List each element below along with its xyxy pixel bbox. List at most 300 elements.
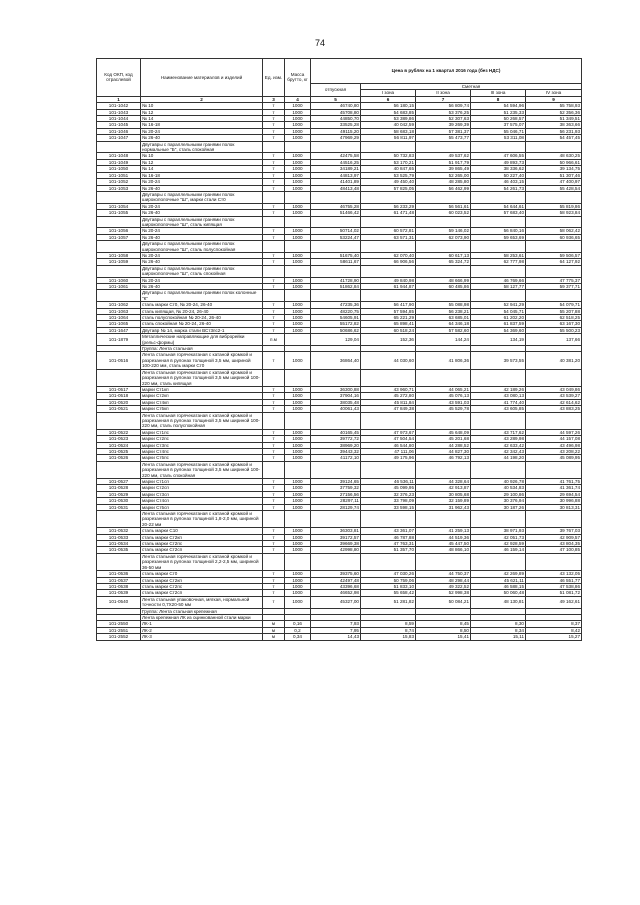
mass-cell: 1000 xyxy=(285,228,311,234)
colnum-4: 4 xyxy=(285,96,311,102)
price-zone-4: 43 496,98 xyxy=(526,442,582,448)
price-otpusk: 43396,68 xyxy=(311,583,361,589)
mass-cell: 1000 xyxy=(285,252,311,258)
empty-cell xyxy=(361,191,416,203)
price-zone-3: 54 045,71 xyxy=(471,308,526,314)
price-zone-3: 42 051,73 xyxy=(471,534,526,540)
price-otpusk: 42497,48 xyxy=(311,577,361,583)
mass-cell: 0,2 xyxy=(285,627,311,633)
name-cell: № 10 xyxy=(141,153,263,159)
empty-cell xyxy=(416,461,471,478)
price-zone-1: 45 272,80 xyxy=(361,393,416,399)
price-zone-3: 49 893,73 xyxy=(471,159,526,165)
name-cell: марки Ст3сп xyxy=(141,491,263,497)
price-zone-3: 38 971,93 xyxy=(471,528,526,534)
empty-cell xyxy=(416,511,471,528)
price-zone-3: 55 046,71 xyxy=(471,128,526,134)
empty-cell xyxy=(97,265,141,277)
name-cell: марки Ст4кп xyxy=(141,399,263,405)
price-zone-1: 55 658,42 xyxy=(361,590,416,596)
empty-cell xyxy=(285,290,311,302)
price-zone-3: 58 127,77 xyxy=(471,284,526,290)
empty-cell xyxy=(97,553,141,570)
price-zone-2: 56 561,61 xyxy=(416,203,471,209)
header-zone-1: I зона xyxy=(361,90,416,96)
price-otpusk: 42998,80 xyxy=(311,547,361,553)
code-cell: 101-1065 xyxy=(97,321,141,327)
code-cell: 101-0530 xyxy=(97,498,141,504)
price-zone-2: 45 529,78 xyxy=(416,406,471,412)
empty-cell xyxy=(361,412,416,429)
price-otpusk: 27156,56 xyxy=(311,491,361,497)
table-row xyxy=(97,315,582,321)
price-table xyxy=(96,58,582,641)
price-otpusk: 42475,58 xyxy=(311,153,361,159)
group-title: Двутавры с параллельными гранями полок широкополочные "Ш", сталь полуспокойная xyxy=(141,241,263,253)
price-zone-4: 39 767,03 xyxy=(526,528,582,534)
empty-cell xyxy=(526,553,582,570)
unit-cell: т xyxy=(263,153,285,159)
price-zone-2: 53 376,25 xyxy=(416,109,471,115)
mass-cell: 1000 xyxy=(285,448,311,454)
mass-cell: 1000 xyxy=(285,583,311,589)
empty-cell xyxy=(416,216,471,228)
group-title: Двутавры с параллельными гранями полок широкополочные "Ш", марки стали Ст0 xyxy=(141,191,263,203)
price-zone-1: 47 763,31 xyxy=(361,541,416,547)
price-zone-2: 62 073,90 xyxy=(416,234,471,240)
mass-cell: 1000 xyxy=(285,590,311,596)
name-cell: марки Ст2сп xyxy=(141,485,263,491)
price-otpusk: 55172,82 xyxy=(311,321,361,327)
table-row xyxy=(97,541,582,547)
name-cell: № 26-40 xyxy=(141,284,263,290)
group-row xyxy=(97,191,582,203)
price-otpusk: 41401,89 xyxy=(311,179,361,185)
empty-cell xyxy=(471,265,526,277)
empty-cell xyxy=(97,290,141,302)
price-otpusk: 129,04 xyxy=(311,334,361,346)
price-zone-3: 46 159,14 xyxy=(471,547,526,553)
header-smetnaya: Сметная xyxy=(361,84,582,90)
price-zone-1: 46 787,88 xyxy=(361,534,416,540)
code-cell: 101-1059 xyxy=(97,259,141,265)
code-cell: 101-0534 xyxy=(97,541,141,547)
price-zone-2: 59 146,02 xyxy=(416,228,471,234)
group-title: Двутавры с параллельными гранями полок широкополочные "Ш", сталь кипящая xyxy=(141,216,263,228)
code-cell: 101-1056 xyxy=(97,228,141,234)
group-title: Лента стальная горячекатаная с катаной кромкой и разрезанная в рулонах толщиной 3,5 мм шириной 100-220 мм, сталь спокойная xyxy=(141,461,263,478)
unit-cell: т xyxy=(263,228,285,234)
name-cell: Лента стальная горячекатаная с катаной кромкой и разрезанная в рулонах толщиной 3,5 мм, шириной 100-220 мм, сталь марки Ст0 xyxy=(141,352,263,369)
price-zone-2: 60 617,13 xyxy=(416,252,471,258)
mass-cell: 1000 xyxy=(285,386,311,392)
empty-cell xyxy=(311,553,361,570)
code-cell: 101-1046 xyxy=(97,128,141,134)
empty-cell xyxy=(471,412,526,429)
empty-cell xyxy=(311,265,361,277)
price-otpusk: 46755,28 xyxy=(311,203,361,209)
mass-cell: 1000 xyxy=(285,159,311,165)
price-zone-2: 44 288,52 xyxy=(416,442,471,448)
group-title: Двутавры с параллельными гранями полок широкополочные "Ш", сталь спокойная xyxy=(141,265,263,277)
empty-cell xyxy=(285,216,311,228)
empty-cell xyxy=(416,141,471,153)
unit-cell: т xyxy=(263,436,285,442)
name-cell: марки Ст1сп xyxy=(141,479,263,485)
code-cell: 101-0525 xyxy=(97,448,141,454)
empty-cell xyxy=(471,290,526,302)
header-zone-2: II зона xyxy=(416,90,471,96)
mass-cell: 1000 xyxy=(285,436,311,442)
price-otpusk: 14,43 xyxy=(311,634,361,640)
price-zone-4: 47 775,37 xyxy=(526,277,582,283)
price-zone-1: 60 518,24 xyxy=(361,327,416,333)
price-zone-4: 62 518,25 xyxy=(526,315,582,321)
mass-cell: 1000 xyxy=(285,166,311,172)
price-otpusk: 58611,67 xyxy=(311,259,361,265)
price-zone-3: 44 198,20 xyxy=(471,455,526,461)
empty-cell xyxy=(97,511,141,528)
price-zone-1: 53 525,79 xyxy=(361,172,416,178)
code-cell: 101-1060 xyxy=(97,277,141,283)
price-zone-3: 54 261,73 xyxy=(471,185,526,191)
group-title: Лента стальная горячекатаная с катаной кромкой и разрезанная в рулонах толщиной 3,5 мм шириной 100-220 мм, сталь полуспокойная xyxy=(141,412,263,429)
price-zone-3: 42 342,43 xyxy=(471,448,526,454)
price-zone-1: 56 233,29 xyxy=(361,203,416,209)
price-otpusk: 54605,91 xyxy=(311,315,361,321)
empty-cell xyxy=(471,141,526,153)
price-zone-2: 30 805,68 xyxy=(416,491,471,497)
price-zone-4: 40 381,20 xyxy=(526,352,582,369)
empty-cell xyxy=(471,553,526,570)
unit-cell: т xyxy=(263,590,285,596)
unit-cell: т xyxy=(263,259,285,265)
name-cell: сталь марки Ст2кп xyxy=(141,534,263,540)
price-zone-1: 46 536,11 xyxy=(361,479,416,485)
empty-cell xyxy=(361,461,416,478)
price-zone-1: 47 030,26 xyxy=(361,571,416,577)
mass-cell: 1000 xyxy=(285,284,311,290)
price-zone-2: 55 473,77 xyxy=(416,135,471,141)
code-cell: 101-0535 xyxy=(97,547,141,553)
mass-cell: 1000 xyxy=(285,122,311,128)
empty-cell xyxy=(263,290,285,302)
price-zone-1: 44 030,60 xyxy=(361,352,416,369)
group-title: Двутавры с параллельными гранями полок колонные "К" xyxy=(141,290,263,302)
name-cell: марки Ст5пс xyxy=(141,455,263,461)
price-otpusk: 40165,45 xyxy=(311,429,361,435)
mass-cell: 1000 xyxy=(285,571,311,577)
empty-cell xyxy=(311,141,361,153)
price-zone-4: 41 761,75 xyxy=(526,479,582,485)
group-row xyxy=(97,216,582,228)
price-zone-3: 8,34 xyxy=(471,627,526,633)
group-title: Двутавры с параллельными гранями полок нормальные "Б", сталь спокойная xyxy=(141,141,263,153)
price-zone-2: 39 269,39 xyxy=(416,122,471,128)
code-cell: 101-2551 xyxy=(97,627,141,633)
price-zone-1: 56 811,97 xyxy=(361,135,416,141)
table-row xyxy=(97,534,582,540)
price-otpusk: 39443,32 xyxy=(311,448,361,454)
price-zone-4: 51 081,72 xyxy=(526,590,582,596)
mass-cell: 1000 xyxy=(285,153,311,159)
mass-cell: 1000 xyxy=(285,259,311,265)
table-row xyxy=(97,596,582,608)
price-zone-1: 53 170,21 xyxy=(361,159,416,165)
colnum-8: 8 xyxy=(471,96,526,102)
group-row xyxy=(97,553,582,570)
group-row xyxy=(97,461,582,478)
unit-cell: т xyxy=(263,179,285,185)
price-otpusk: 36864,40 xyxy=(311,352,361,369)
price-zone-1: 51 833,10 xyxy=(361,583,416,589)
mass-cell: 1000 xyxy=(285,116,311,122)
unit-cell: м xyxy=(263,634,285,640)
unit-cell: т xyxy=(263,498,285,504)
colnum-6: 6 xyxy=(361,96,416,102)
unit-cell: т xyxy=(263,210,285,216)
empty-cell xyxy=(285,511,311,528)
price-zone-3: 41 774,40 xyxy=(471,399,526,405)
price-zone-1: 49 175,96 xyxy=(361,455,416,461)
empty-cell xyxy=(526,191,582,203)
group-title: Группа: Лента стальная крепежная xyxy=(141,608,263,614)
name-cell: № 12 xyxy=(141,159,263,165)
empty-cell xyxy=(311,216,361,228)
price-zone-2: 48 866,10 xyxy=(416,547,471,553)
mass-cell: 1000 xyxy=(285,491,311,497)
price-zone-1: 61 944,87 xyxy=(361,284,416,290)
unit-cell: т xyxy=(263,491,285,497)
mass-cell: 1000 xyxy=(285,596,311,608)
price-zone-2: 49 322,52 xyxy=(416,583,471,589)
empty-cell xyxy=(311,290,361,302)
header-code: Код ОКП, код отраслевой xyxy=(97,59,141,97)
mass-cell: 1000 xyxy=(285,327,311,333)
price-zone-3: 51 235,33 xyxy=(471,109,526,115)
mass-cell: 1000 xyxy=(285,528,311,534)
mass-cell: 1000 xyxy=(285,135,311,141)
price-zone-2: 52 265,00 xyxy=(416,172,471,178)
price-otpusk: 33525,28 xyxy=(311,122,361,128)
empty-cell xyxy=(263,461,285,478)
code-cell: 101-0522 xyxy=(97,429,141,435)
price-otpusk: 41728,90 xyxy=(311,277,361,283)
name-cell: № 20-24 xyxy=(141,252,263,258)
price-zone-3: 30 187,26 xyxy=(471,504,526,510)
empty-cell xyxy=(526,511,582,528)
name-cell: № 14 xyxy=(141,116,263,122)
price-zone-2: 44 827,30 xyxy=(416,448,471,454)
empty-cell xyxy=(526,141,582,153)
price-zone-3: 43 289,98 xyxy=(471,436,526,442)
unit-cell: т xyxy=(263,448,285,454)
price-otpusk: 39172,57 xyxy=(311,534,361,540)
price-zone-2: 60 485,86 xyxy=(416,284,471,290)
price-otpusk: 51675,40 xyxy=(311,252,361,258)
group-row xyxy=(97,511,582,528)
unit-cell: т xyxy=(263,577,285,583)
empty-cell xyxy=(97,141,141,153)
price-zone-4: 47 100,85 xyxy=(526,547,582,553)
name-cell: сталь спокойная № 20-24, 26-40 xyxy=(141,321,263,327)
header-name: Наименование материалов и изделий xyxy=(141,59,263,97)
name-cell: Металлические направляющие для виброрейки (рельс-формы) xyxy=(141,334,263,346)
price-zone-2: 44 519,36 xyxy=(416,534,471,540)
code-cell: 101-0537 xyxy=(97,577,141,583)
price-zone-2: 55 088,98 xyxy=(416,302,471,308)
code-cell: 101-0533 xyxy=(97,534,141,540)
name-cell: сталь марки Ст0, № 20-24, 26-40 xyxy=(141,302,263,308)
code-cell: 101-1047 xyxy=(97,135,141,141)
price-zone-3: 57 683,40 xyxy=(471,210,526,216)
price-zone-2: 51 917,79 xyxy=(416,159,471,165)
price-zone-3: 54 369,60 xyxy=(471,327,526,333)
price-zone-4: 55 500,23 xyxy=(526,327,582,333)
price-zone-4: 15,27 xyxy=(526,634,582,640)
price-zone-1: 61 471,48 xyxy=(361,210,416,216)
price-zone-2: 57 582,60 xyxy=(416,327,471,333)
price-zone-1: 66 906,56 xyxy=(361,259,416,265)
empty-cell xyxy=(285,553,311,570)
price-zone-1: 57 825,05 xyxy=(361,185,416,191)
code-cell: 101-1054 xyxy=(97,203,141,209)
price-zone-1: 53 389,86 xyxy=(361,116,416,122)
price-zone-3: 46 769,66 xyxy=(471,277,526,283)
price-zone-3: 45 621,11 xyxy=(471,577,526,583)
table-row xyxy=(97,571,582,577)
price-zone-4: 29 694,54 xyxy=(526,491,582,497)
price-zone-1: 40 042,59 xyxy=(361,122,416,128)
code-cell: 101-0517 xyxy=(97,386,141,392)
unit-cell: т xyxy=(263,541,285,547)
name-cell: марки Ст1пс xyxy=(141,429,263,435)
table-row xyxy=(97,528,582,534)
code-cell: 101-1064 xyxy=(97,315,141,321)
empty-cell xyxy=(285,191,311,203)
unit-cell: т xyxy=(263,485,285,491)
price-zone-3: 46 403,15 xyxy=(471,179,526,185)
empty-cell xyxy=(311,511,361,528)
price-otpusk: 53224,47 xyxy=(311,234,361,240)
price-otpusk: 48220,75 xyxy=(311,308,361,314)
empty-cell xyxy=(97,369,141,386)
price-otpusk: 39124,65 xyxy=(311,479,361,485)
unit-cell: п.м xyxy=(263,334,285,346)
name-cell: № 20-24 xyxy=(141,228,263,234)
unit-cell: т xyxy=(263,528,285,534)
group-title: Лента стальная горячекатаная с катаной кромкой и разрезанная в рулонах толщиной 3,5 мм шириной 100-220 мм, сталь кипящая xyxy=(141,369,263,386)
colnum-2: 2 xyxy=(141,96,263,102)
empty-cell xyxy=(285,412,311,429)
name-cell: сталь марки Ст2кп xyxy=(141,577,263,583)
code-cell: 101-0538 xyxy=(97,583,141,589)
code-cell: 101-2552 xyxy=(97,634,141,640)
price-zone-4: 43 208,22 xyxy=(526,448,582,454)
header-zone-3: III зона xyxy=(471,90,526,96)
empty-cell xyxy=(416,265,471,277)
table-row xyxy=(97,583,582,589)
empty-cell xyxy=(263,369,285,386)
table-row xyxy=(97,327,582,333)
mass-cell: 0,16 xyxy=(285,621,311,627)
empty-cell xyxy=(471,369,526,386)
name-cell: марки Ст5кп xyxy=(141,406,263,412)
price-zone-3: 54 594,96 xyxy=(471,103,526,109)
code-cell: 101-1050 xyxy=(97,166,141,172)
group-title: Лента стальная горячекатаная с катаной кромкой и разрезанная в рулонах толщиной 2,2-2,5 мм, шириной 36-50 мм xyxy=(141,553,263,570)
unit-cell: т xyxy=(263,596,285,608)
empty-cell xyxy=(285,369,311,386)
empty-cell xyxy=(263,265,285,277)
price-zone-2: 48 298,44 xyxy=(416,577,471,583)
price-zone-4: 59 377,71 xyxy=(526,284,582,290)
empty-cell xyxy=(361,290,416,302)
price-otpusk: 40061,43 xyxy=(311,406,361,412)
price-zone-1: 46 544,80 xyxy=(361,442,416,448)
unit-cell: т xyxy=(263,308,285,314)
price-otpusk: 47235,36 xyxy=(311,302,361,308)
empty-cell xyxy=(263,241,285,253)
price-otpusk: 7,95 xyxy=(311,627,361,633)
unit-cell: т xyxy=(263,135,285,141)
price-zone-4: 30 996,88 xyxy=(526,498,582,504)
mass-cell: 1000 xyxy=(285,109,311,115)
price-zone-2: 39 865,49 xyxy=(416,166,471,172)
empty-cell xyxy=(416,241,471,253)
price-zone-4: 47 400,97 xyxy=(526,179,582,185)
price-zone-2: 56 462,99 xyxy=(416,185,471,191)
empty-cell xyxy=(263,191,285,203)
price-zone-4: 43 539,27 xyxy=(526,393,582,399)
price-zone-3: 43 080,13 xyxy=(471,393,526,399)
price-otpusk: 45708,80 xyxy=(311,109,361,115)
price-zone-3: 62 777,98 xyxy=(471,259,526,265)
empty-cell xyxy=(471,461,526,478)
mass-cell: 1000 xyxy=(285,302,311,308)
price-zone-3: 59 653,69 xyxy=(471,234,526,240)
empty-cell xyxy=(311,412,361,429)
price-zone-2: 46 792,13 xyxy=(416,455,471,461)
price-zone-4: 55 819,86 xyxy=(526,203,582,209)
empty-cell xyxy=(526,369,582,386)
price-zone-2: 44 328,64 xyxy=(416,479,471,485)
price-otpusk: 38035,48 xyxy=(311,399,361,405)
code-cell: 101-0532 xyxy=(97,528,141,534)
unit-cell: т xyxy=(263,122,285,128)
name-cell: № 20-24 xyxy=(141,128,263,134)
price-zone-3: 53 311,08 xyxy=(471,135,526,141)
name-cell: сталь полуспокойная № 20-24, 26-40 xyxy=(141,315,263,321)
price-zone-4: 46 551,77 xyxy=(526,577,582,583)
price-zone-1: 8,74 xyxy=(361,627,416,633)
group-row xyxy=(97,369,582,386)
unit-cell: т xyxy=(263,103,285,109)
price-zone-4: 47 538,86 xyxy=(526,583,582,589)
name-cell: № 20-24 xyxy=(141,203,263,209)
mass-cell: 1000 xyxy=(285,429,311,435)
unit-cell: т xyxy=(263,352,285,369)
code-cell: 101-1062 xyxy=(97,302,141,308)
price-zone-1: 63 571,31 xyxy=(361,234,416,240)
price-zone-1: 33 598,15 xyxy=(361,504,416,510)
name-cell: марки Ст3пс xyxy=(141,442,263,448)
price-zone-4: 63 167,30 xyxy=(526,321,582,327)
price-zone-3: 15,11 xyxy=(471,634,526,640)
unit-cell: т xyxy=(263,116,285,122)
unit-cell: т xyxy=(263,442,285,448)
price-otpusk: 39669,38 xyxy=(311,541,361,547)
